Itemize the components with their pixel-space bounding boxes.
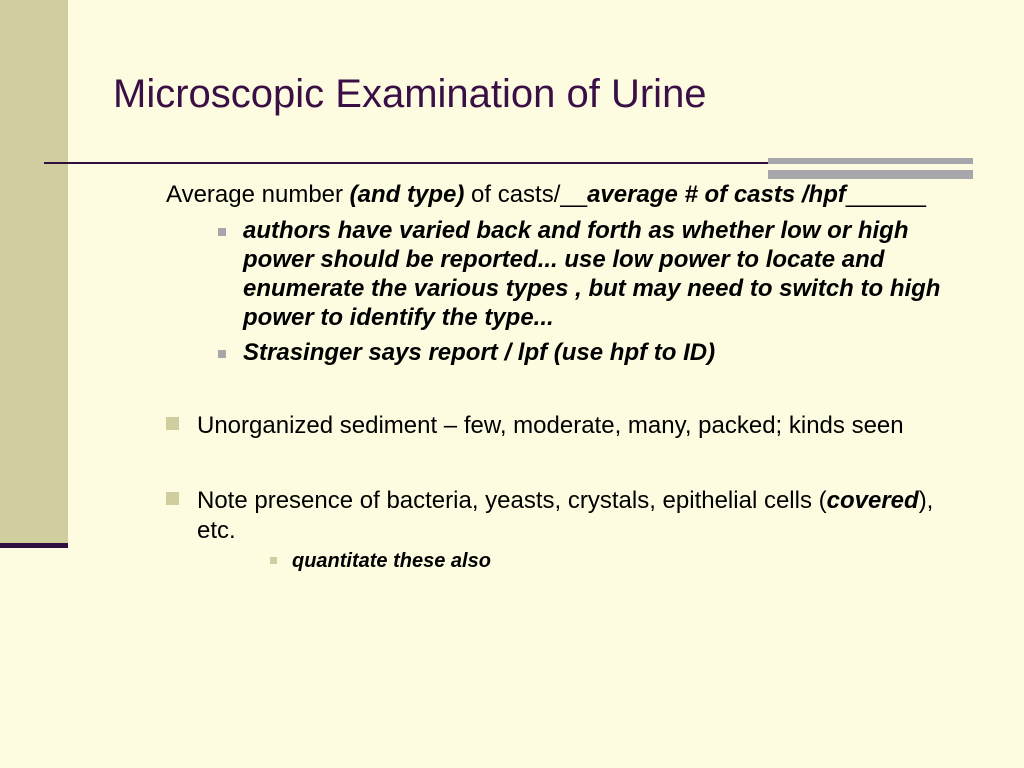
sub-bullet-authors	[243, 216, 976, 332]
left-decorative-band	[0, 0, 68, 543]
bullet-average-number	[166, 180, 976, 210]
text-and-type: (and type)	[349, 181, 465, 208]
accent-bar-top	[768, 158, 973, 164]
bullet-square-icon	[166, 492, 179, 505]
text-note-presence: Note presence of bacteria, yeasts, crystals, epithelial cells (	[197, 487, 827, 514]
text-average-casts-hpf: average # of casts /hpf	[587, 181, 846, 208]
text-blank-line: ______	[845, 181, 926, 208]
sub-bullet-quantitate	[292, 548, 976, 574]
left-band-rule	[0, 543, 68, 548]
bullet-square-icon	[270, 557, 277, 564]
slide-body	[166, 180, 976, 574]
bullet-square-icon	[218, 350, 226, 358]
sub-bullet-strasinger	[243, 338, 976, 367]
text-covered: covered	[826, 487, 919, 514]
bullet-square-icon	[218, 228, 226, 236]
title-divider	[44, 162, 768, 164]
sub-bullet-text: Strasinger says report / lpf (use hpf to ID)	[243, 339, 716, 366]
bullet-text: Unorganized sediment – few, moderate, many, packed; kinds seen	[197, 412, 904, 439]
text-average-number: Average number	[166, 181, 350, 208]
bullet-unorganized-sediment	[166, 411, 976, 441]
bullet-note-presence	[166, 486, 976, 546]
sub-bullet-text: authors have varied back and forth as whether low or high power should be reported... use low power to locate and enumerate the various types , but may need to switch to high power to identify the type...	[243, 217, 941, 331]
accent-bar-bottom	[768, 170, 973, 179]
sub-bullet-text: quantitate these also	[292, 550, 491, 572]
text-of-casts: of casts/__	[464, 181, 588, 208]
text-etc: ), etc.	[197, 487, 934, 544]
slide-title: Microscopic Examination of Urine	[113, 72, 707, 116]
bullet-square-icon	[166, 417, 179, 430]
